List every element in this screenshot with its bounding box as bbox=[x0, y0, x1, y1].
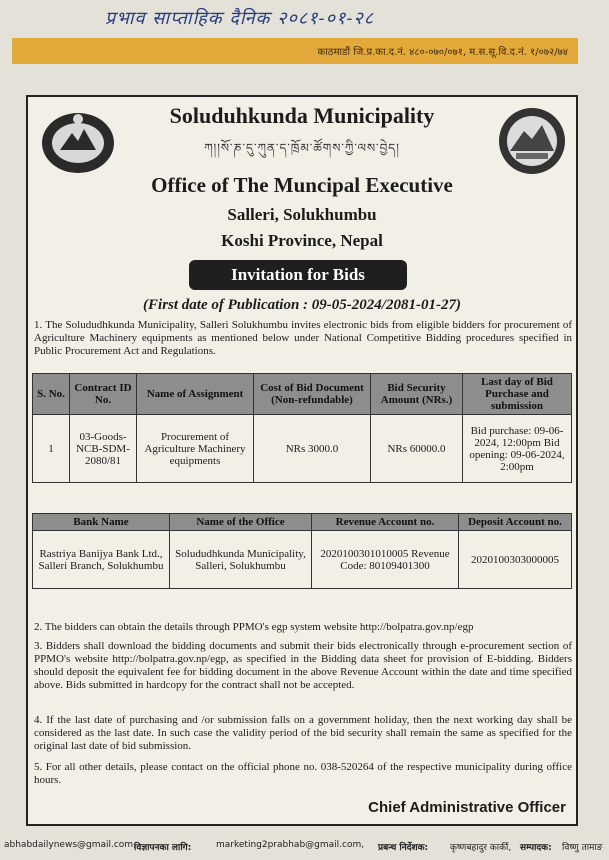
office-title: Office of The Muncipal Executive bbox=[151, 173, 453, 197]
cell-office: Solududhkunda Municipality, Salleri, Solukhumbu bbox=[170, 531, 312, 589]
col-deposit: Deposit Account no. bbox=[459, 514, 572, 531]
invitation-banner: Invitation for Bids bbox=[189, 260, 407, 290]
cell-bank: Rastriya Banijya Bank Ltd., Salleri Branch, Solukhumbu bbox=[33, 531, 170, 589]
col-cost: Cost of Bid Document (Non-refundable) bbox=[254, 374, 371, 415]
footer-editor-name: विष्णु तामाङ bbox=[562, 843, 603, 853]
col-contract: Contract ID No. bbox=[70, 374, 137, 415]
footer-mgmt-name: कृष्णबहादुर कार्की, bbox=[450, 843, 512, 853]
address-line-1: Salleri, Solukhumbu bbox=[227, 205, 377, 224]
cell-assignment: Procurement of Agriculture Machinery equipments bbox=[137, 415, 254, 483]
cell-contract: 03-Goods-NCB-SDM-2080/81 bbox=[70, 415, 137, 483]
municipality-title: Soluduhkunda Municipality bbox=[169, 103, 435, 128]
handwritten-note: प्रभाव साप्ताहिक दैनिक २०८१-०१-२८ bbox=[105, 8, 375, 29]
paragraph-4: 4. If the last date of purchasing and /or submission falls on a government holiday, then the next working day shall be considered as the last date. In such case the validity period of the bid security shall remain the same as specified for the original last date of bid submission. bbox=[34, 714, 572, 752]
bid-table bbox=[32, 373, 572, 483]
cell-revenue: 2020100301010005 Revenue Code: 80109401300 bbox=[312, 531, 459, 589]
col-security: Bid Security Amount (NRs.) bbox=[371, 374, 463, 415]
publication-date: (First date of Publication : 09-05-2024/2081-01-27) bbox=[143, 297, 461, 313]
script-subtitle: ཀ།།སོ་ཎ་དུ་ཀུན་ད་ཁྲོམ་ཚོགས་ཀྱི་ལས་བྱེད། bbox=[204, 141, 400, 155]
cell-deposit: 2020100303000005 bbox=[459, 531, 572, 589]
address-line-2: Koshi Province, Nepal bbox=[221, 231, 383, 250]
table-row bbox=[33, 415, 572, 483]
col-office: Name of the Office bbox=[170, 514, 312, 531]
footer-ad-email: marketing2prabhab@gmail.com, bbox=[216, 840, 365, 850]
bid-notice bbox=[26, 95, 578, 826]
paragraph-2: 2. The bidders can obtain the details through PPMO's egp system website http://bolpatra.gov.np/egp bbox=[34, 621, 474, 633]
newspaper-band bbox=[12, 38, 578, 64]
cell-lastday: Bid purchase: 09-06-2024, 12:00pm Bid opening: 09-06-2024, 2:00pm bbox=[463, 415, 572, 483]
footer-email: abhabdailynews@gmail.com, bbox=[4, 840, 136, 850]
col-revenue: Revenue Account no. bbox=[312, 514, 459, 531]
bank-table bbox=[32, 513, 572, 589]
col-lastday: Last day of Bid Purchase and submission bbox=[463, 374, 572, 415]
paragraph-5: 5. For all other details, please contact on the official phone no. 038-520264 of the respective municipality during office hours. bbox=[34, 761, 572, 786]
footer-ad-label: विज्ञापनका लागि: bbox=[134, 843, 192, 853]
col-assignment: Name of Assignment bbox=[137, 374, 254, 415]
col-sn: S. No. bbox=[33, 374, 70, 415]
signoff: Chief Administrative Officer bbox=[368, 799, 566, 816]
table-row bbox=[33, 531, 572, 589]
cell-security: NRs 60000.0 bbox=[371, 415, 463, 483]
paragraph-1: 1. The Solududhkunda Municipality, Salleri Solukhumbu invites electronic bids from eligible bidders for procurement of Agriculture Machinery equipments as mentioned below under National Competitive Bidding procedures specified in Public Procurement Act and Regulations. bbox=[34, 319, 572, 357]
footer-mgmt-label: प्रबन्ध निर्देशक: bbox=[378, 843, 429, 853]
paragraph-3: 3. Bidders shall download the bidding documents and submit their bids electronically through e-procurement section of PPMO's website http://bolpatra.gov.np/egp, as specified in the Bidding data sheet for provision of E-bidding. Bidders should deposit the equivalent fee for bidding document in the above Revenue Account within the date and time specified above. Bids submitted in hardcopy for the contract shall not be accepted. bbox=[34, 640, 572, 691]
band-info: काठमाडौं जि.प्र.का.द.नं. ४८०-०७०/०७१, म.स.सू.वि.द.नं. १/०७२/७४ bbox=[317, 47, 568, 58]
cell-cost: NRs 3000.0 bbox=[254, 415, 371, 483]
newspaper-footer bbox=[0, 836, 609, 860]
cell-sn: 1 bbox=[33, 415, 70, 483]
col-bank: Bank Name bbox=[33, 514, 170, 531]
footer-editor-label: सम्पादक: bbox=[520, 843, 552, 853]
